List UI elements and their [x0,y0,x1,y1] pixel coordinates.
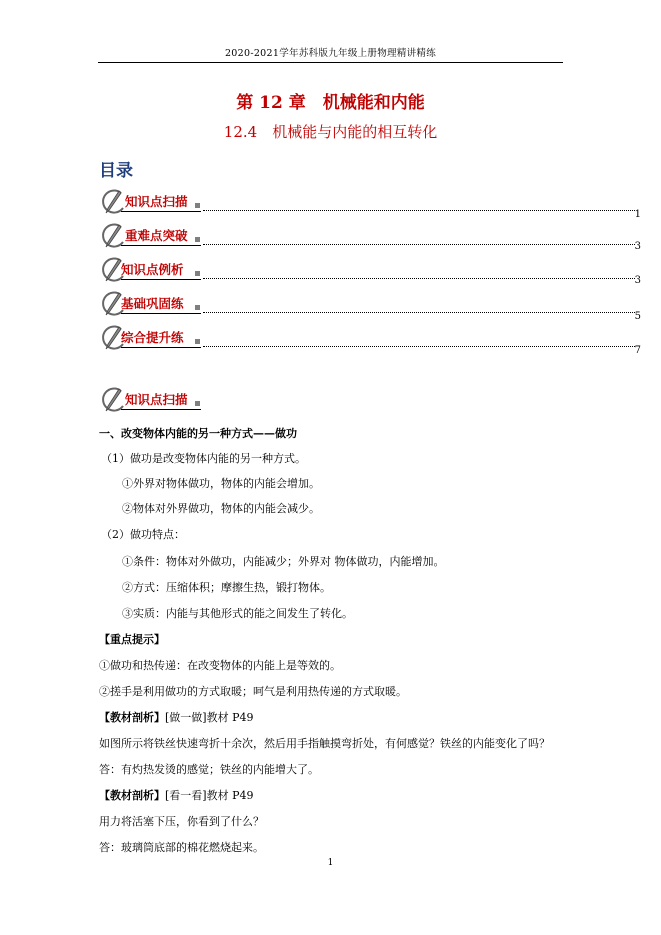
toc-leader-dots [203,312,635,313]
paragraph: 答：玻璃筒底部的棉花燃烧起来。 [99,841,264,854]
toc-item-label: 知识点例析 [121,262,184,277]
toc-item[interactable] [99,188,641,218]
toc-item[interactable] [99,290,641,320]
badge-square [195,237,200,242]
toc-item-label: 基础巩固练 [121,296,184,311]
badge-underline [121,313,201,314]
analysis-label: 【教材剖析】 [99,711,165,724]
paragraph: 答：有灼热发烫的感觉；铁丝的内能增大了。 [99,763,319,776]
badge-underline [121,279,201,280]
toc-leader-dots [203,278,635,279]
section-badge-label: 知识点扫描 [125,392,188,407]
toc-item-page: 1 [634,209,641,220]
paragraph: （1）做功是改变物体内能的另一种方式。 [101,452,306,465]
page-header: 2020-2021学年苏科版九年级上册物理精讲精练 [224,48,437,59]
analysis-label: 【教材剖析】 [99,789,165,802]
paragraph: 用力将活塞下压，你看到了什么？ [99,815,264,828]
header-rule [98,62,563,63]
badge-square [195,401,200,406]
paragraph: ①条件：物体对外做功，内能减少；外界对 物体做功，内能增加。 [122,555,445,568]
badge-underline [121,211,201,212]
badge-underline [121,347,201,348]
paragraph: ②方式：压缩体积；摩擦生热，锻打物体。 [122,581,331,594]
toc-item[interactable] [99,324,641,354]
toc-item-page: 5 [634,311,641,322]
textbook-analysis-1 [99,709,253,725]
paragraph: ①做功和热传递：在改变物体的内能上是等效的。 [99,659,341,672]
toc-item-label: 综合提升练 [121,330,184,345]
toc-item-page: 7 [634,345,641,356]
toc-leader-dots [203,210,635,211]
paragraph: （2）做功特点： [101,528,185,541]
chapter-title: 第 12 章 机械能和内能 [236,93,425,113]
paragraph: ①外界对物体做功，物体的内能会增加。 [122,477,320,490]
paragraph: ③实质：内能与其他形式的能之间发生了转化。 [122,607,353,620]
section-title: 12.4 机械能与内能的相互转化 [223,123,438,141]
badge-square [195,203,200,208]
paragraph: ②物体对外界做功，物体的内能会减少。 [122,502,320,515]
toc-item-page: 3 [634,241,641,252]
analysis-ref: [做一做]教材 P49 [165,711,254,724]
analysis-ref: [看一看]教材 P49 [165,789,254,802]
key-tip-label: 【重点提示】 [99,633,165,646]
toc-item[interactable] [99,222,641,252]
badge-underline [121,245,201,246]
toc-item-page: 3 [634,275,641,286]
section-badge [99,386,209,416]
toc-leader-dots [203,346,635,347]
badge-underline [121,409,201,410]
badge-square [195,271,200,276]
badge-square [195,339,200,344]
textbook-analysis-2 [99,787,253,803]
badge-square [195,305,200,310]
toc-leader-dots [203,244,635,245]
toc-item-label: 知识点扫描 [125,194,188,209]
page-number: 1 [327,858,334,868]
paragraph: ②搓手是利用做功的方式取暖；呵气是利用热传递的方式取暖。 [99,685,407,698]
toc-title: 目录 [99,161,133,181]
heading-doing-work: 一、改变物体内能的另一种方式——做功 [99,427,297,440]
paragraph: 如图所示将铁丝快速弯折十余次，然后用手指触摸弯折处，有何感觉？铁丝的内能变化了吗？ [99,737,550,750]
toc-item[interactable] [99,256,641,286]
toc-item-label: 重难点突破 [125,228,188,243]
